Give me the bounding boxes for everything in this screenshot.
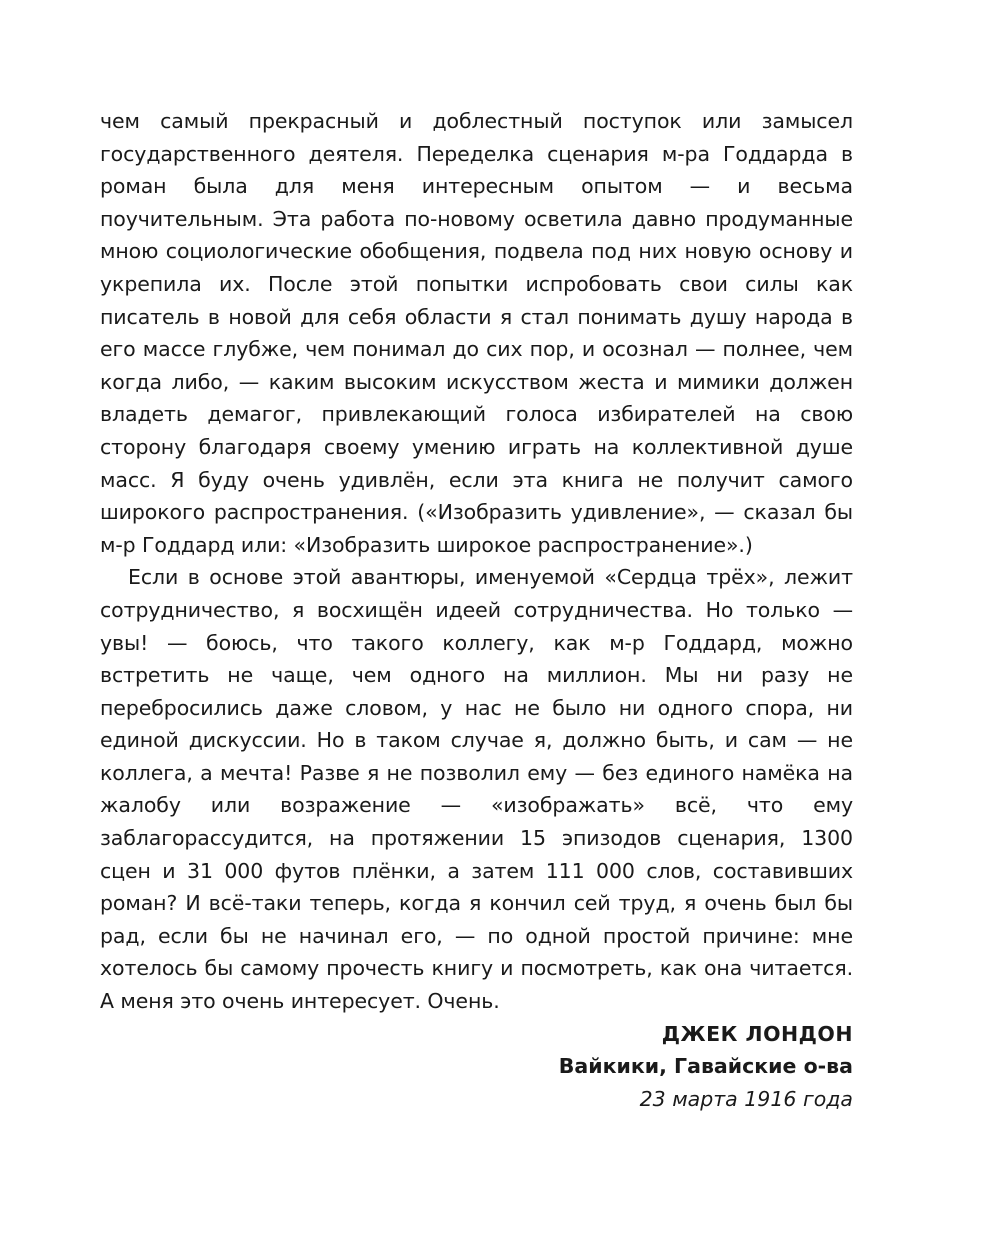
signature-block <box>100 1018 853 1116</box>
paragraph-continuation: чем самый прекрасный и доблестный поступок или замысел государственного деятеля. Переделка сценария м-ра Годдарда в роман была для меня интересным опытом — и весьма поучительным. Эта работа по-новому осветила давно продуманные мною социологические обобщения, подвела под них новую основу и укрепила их. После этой попытки испробовать свои силы как писатель в новой для себя области я стал понимать душу народа в его массе глубже, чем понимал до сих пор, и осознал — полнее, чем когда либо, — каким высоким искусством жеста и мимики должен владеть демагог, привлекающий голоса избирателей на свою сторону благодаря своему умению играть на коллективной душе масс. Я буду очень удивлён, если эта книга не получит самого широкого распространения. («Изобразить удивление», — сказал бы м-р Годдард или: «Изобразить широкое распространение».) <box>100 109 853 557</box>
signature-place: Вайкики, Гавайские о-ва <box>558 1054 853 1079</box>
signature-date: 23 марта 1916 года <box>639 1086 853 1111</box>
author-name: ДЖЕК ЛОНДОН <box>661 1021 853 1046</box>
book-page <box>100 105 853 1115</box>
paragraph-collaboration: Если в основе этой авантюры, именуемой «Сердца трёх», лежит сотрудничество, я восхищён идеей сотрудничества. Но только — увы! — боюсь, что такого коллегу, как м-р Годдард, можно встретить не чаще, чем одного на миллион. Мы ни разу не перебросились даже словом, у нас не было ни одного спора, ни единой дискуссии. Но в таком случае я, должно быть, и сам — не коллега, а мечта! Разве я не позволил ему — без единого намёка на жалобу или возражение — «изображать» всё, что ему заблагорассудится, на протяжении 15 эпизодов сценария, 1300 сцен и 31 000 футов плёнки, а затем 111 000 слов, составивших роман? И всё-таки теперь, когда я кончил сей труд, я очень был бы рад, если бы не начинал его, — по одной простой причине: мне хотелось бы самому прочесть книгу и посмотреть, как она читается. А меня это очень интересует. Очень. <box>100 565 853 1014</box>
